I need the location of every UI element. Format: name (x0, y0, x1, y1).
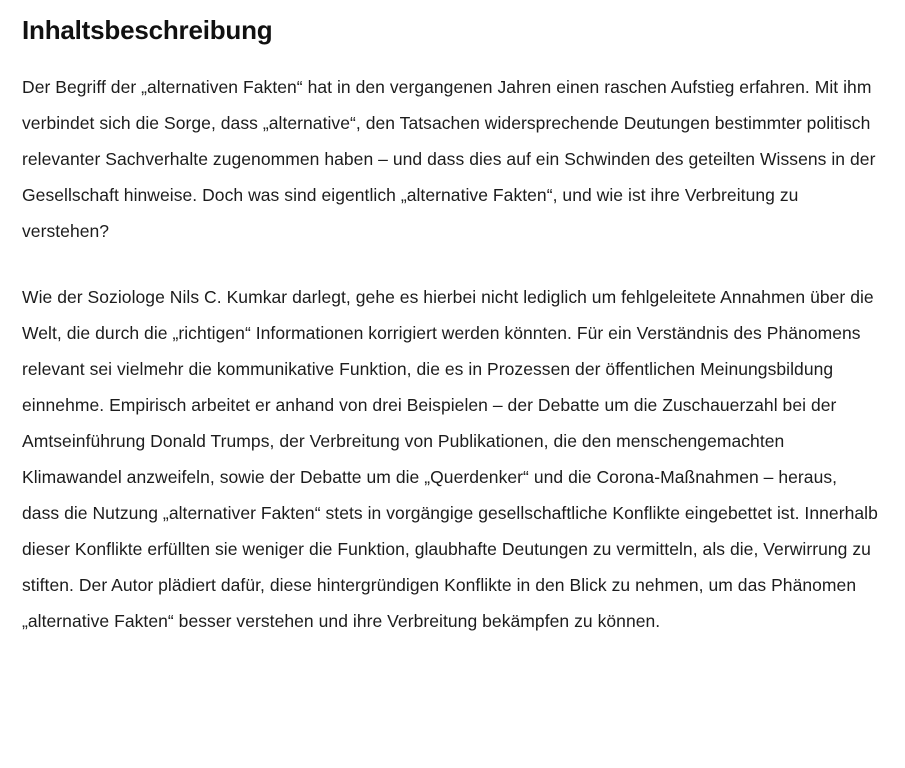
paragraph-summary: Wie der Soziologe Nils C. Kumkar darlegt, gehe es hierbei nicht lediglich um fehlgeleitete Annahmen über die Welt, die durch die „richtigen“ Informationen korrigiert werden könnten. Für ein Verständnis des Phänomens relevant sei vielmehr die kommunikative Funktion, die es in Prozessen der öffentlichen Meinungsbildung einnehme. Empirisch arbeitet er anhand von drei Beispielen – der Debatte um die Zuschauerzahl bei der Amtseinführung Donald Trumps, der Verbreitung von Publikationen, die den menschengemachten Klimawandel anzweifeln, sowie der Debatte um die „Querdenker“ und die Corona-Maßnahmen – heraus, dass die Nutzung „alternativer Fakten“ stets in vorgängige gesellschaftliche Konflikte eingebettet ist. Innerhalb dieser Konflikte erfüllten sie weniger die Funktion, glaubhafte Deutungen zu vermitteln, als die, Verwirrung zu stiften. Der Autor plädiert dafür, diese hintergründigen Konflikte in den Blick zu nehmen, um das Phänomen „alternative Fakten“ besser verstehen und ihre Verbreitung bekämpfen zu können. (22, 286, 878, 631)
paragraph-intro: Der Begriff der „alternativen Fakten“ hat in den vergangenen Jahren einen raschen Aufstieg erfahren. Mit ihm verbindet sich die Sorge, dass „alternative“, den Tatsachen widersprechende Deutungen bestimmter politisch relevanter Sachverhalte zugenommen haben – und dass dies auf ein Schwinden des geteilten Wissens in der Gesellschaft hinweise. Doch was sind eigentlich „alternative Fakten“, und wie ist ihre Verbreitung zu verstehen? (22, 76, 876, 241)
page-title: Inhaltsbeschreibung (22, 15, 273, 45)
